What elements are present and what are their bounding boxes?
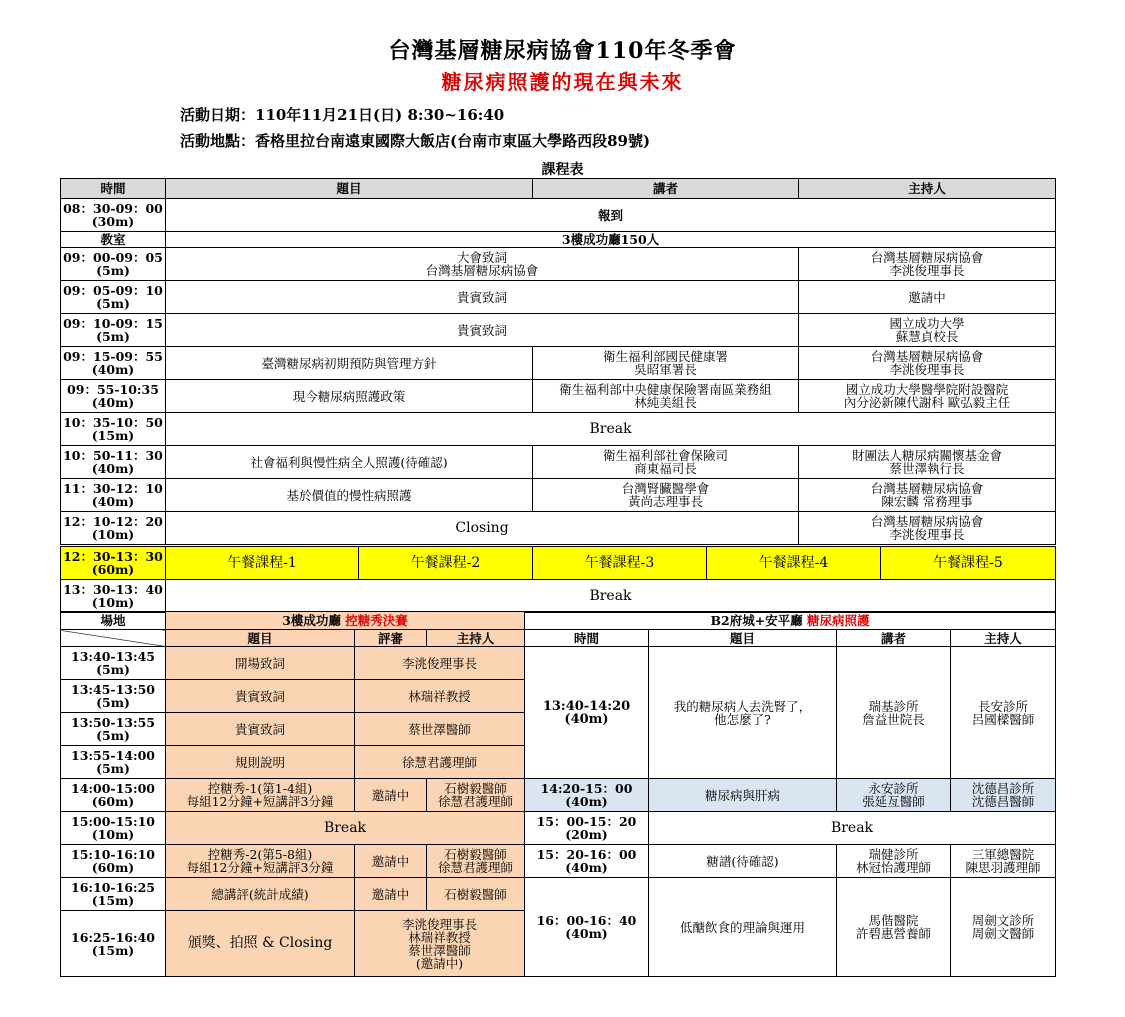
right-host: 長安診所 呂國樑醫師 [951,647,1056,779]
right-venue: B2府城+安平廳 糖尿病照護 [525,612,1056,630]
right-speaker: 馬偕醫院 許碧惠營養師 [837,878,951,977]
host-cell: 國立成功大學 蘇慧貞校長 [799,314,1056,347]
right-speaker: 瑞健診所 林冠怡護理師 [837,845,951,878]
table-row: 13:45-13:50 (5m) 貴賓致詞 林瑞祥教授 [61,680,1056,713]
host-cell: 台灣基層糖尿病協會 陳宏麟 常務理事 [799,479,1056,512]
col-speaker: 講者 [533,179,799,199]
table-row: 09：10-09：15 (5m) 貴賓致詞 國立成功大學 蘇慧貞校長 [61,314,1056,347]
lunch-time: 12：30-13：30 (60m) [61,547,166,580]
left-person: 李洮俊理事長 林瑞祥教授 蔡世澤醫師 (邀請中) [355,911,525,977]
time-cell: 08：30-09：00 (30m) [61,199,166,232]
right-topic: 糖尿病與肝病 [649,779,837,812]
right-host: 周劍文診所 周劍文醫師 [951,878,1056,977]
lunch-row [61,547,1056,580]
lunch-session-2: 午餐課程-2 [359,547,533,580]
morning-schedule-table [60,178,1056,545]
right-time: 15：20-16：00 (40m) [525,845,649,878]
left-topic: 頒獎、拍照 & Closing [166,911,355,977]
event-venue: 活動地點：香格里拉台南遠東國際大飯店(台南市東區大學路西段89號) [180,132,651,150]
room-value: 3樓成功廳150人 [166,232,1056,248]
col-left-host: 主持人 [427,630,525,647]
left-host: 石樹毅醫師 徐慧君護理師 [427,845,525,878]
left-topic: 貴賓致詞 [166,713,355,746]
venue-label: 場地 [61,612,166,630]
col-right-topic: 題目 [649,630,837,647]
lunch-session-5: 午餐課程-5 [881,547,1056,580]
topic-cell: 臺灣糖尿病初期預防與管理方針 [166,347,533,380]
col-time: 時間 [61,179,166,199]
left-judge: 邀請中 [355,779,427,812]
schedule-title: 課程表 [541,162,584,178]
left-person: 蔡世澤醫師 [355,713,525,746]
speaker-cell: 台灣腎臟醫學會 黃尚志理事長 [533,479,799,512]
col-right-speaker: 講者 [837,630,951,647]
topic-cell: 基於價值的慢性病照護 [166,479,533,512]
left-topic: 開場致詞 [166,647,355,680]
table-row: 09：55-10:35 (40m) 現今糖尿病照護政策 衛生福利部中央健康保險署南區業務組 林純美組長 國立成功大學醫學院附設醫院 內分泌新陳代謝科 歐弘毅主任 [61,380,1056,413]
table-row: 13:40-13:45 (5m) 開場致詞 李洮俊理事長 13:40-14:20 (40m) 我的糖尿病人去洗腎了， 他怎麼了? 瑞基診所 詹益世院長 長安診所 呂國樑醫師 [61,647,1056,680]
right-host: 三軍總醫院 陳思羽護理師 [951,845,1056,878]
speaker-cell: 衛生福利部中央健康保險署南區業務組 林純美組長 [533,380,799,413]
afternoon-schedule-table [60,611,1056,977]
topic-cell: 現今糖尿病照護政策 [166,380,533,413]
speaker-cell: 衛生福利部國民健康署 吳昭軍署長 [533,347,799,380]
table-row: 10：35-10：50 (15m) Break [61,413,1056,446]
host-cell: 國立成功大學醫學院附設醫院 內分泌新陳代謝科 歐弘毅主任 [799,380,1056,413]
lunch-session-1: 午餐課程-1 [166,547,359,580]
left-topic: 貴賓致詞 [166,680,355,713]
col-left-topic: 題目 [166,630,355,647]
left-judge: 邀請中 [355,845,427,878]
event-date: 活動日期：110年11月21日(日) 8:30~16:40 [180,106,505,124]
table-row: 09：00-09：05 (5m) 大會致詞 台灣基層糖尿病協會 台灣基層糖尿病協會 李洮俊理事長 [61,248,1056,281]
left-topic: 控糖秀-2(第5-8組) 每組12分鐘+短講評3分鐘 [166,845,355,878]
speaker-cell: 衛生福利部社會保險司 商東福司長 [533,446,799,479]
right-speaker: 永安診所 張延亙醫師 [837,779,951,812]
table-row: 16:25-16:40 (15m) 頒獎、拍照 & Closing 李洮俊理事長 林瑞祥教授 蔡世澤醫師 (邀請中) [61,911,1056,977]
closing-cell: Closing [166,512,799,545]
right-time: 13:40-14:20 (40m) [525,647,649,779]
right-topic: 我的糖尿病人去洗腎了， 他怎麼了? [649,647,837,779]
table-row: 13:55-14:00 (5m) 規則說明 徐慧君護理師 [61,746,1056,779]
right-speaker: 瑞基診所 詹益世院長 [837,647,951,779]
morning-header-row [61,179,1056,199]
left-topic: 控糖秀-1(第1-4組) 每組12分鐘+短講評3分鐘 [166,779,355,812]
host-cell: 邀請中 [799,281,1056,314]
break-cell: Break [649,812,1056,845]
lunch-session-3: 午餐課程-3 [533,547,707,580]
left-venue: 3樓成功廳 控糖秀決賽 [166,612,525,630]
host-cell: 台灣基層糖尿病協會 李洮俊理事長 [799,512,1056,545]
topic-cell: 大會致詞 台灣基層糖尿病協會 [166,248,799,281]
left-person: 李洮俊理事長 [355,647,525,680]
left-judge: 邀請中 [355,878,427,911]
checkin-row [61,199,1056,232]
col-right-time: 時間 [525,630,649,647]
col-host: 主持人 [799,179,1056,199]
lunch-table [60,546,1056,613]
left-person: 徐慧君護理師 [355,746,525,779]
table-row: 15:10-16:10 (60m) 控糖秀-2(第5-8組) 每組12分鐘+短講評3分鐘 邀請中 石樹毅醫師 徐慧君護理師 15：20-16：00 (40m) 糖譜(待確認) 瑞健診所 林冠怡護理師 三軍總醫院 陳思羽護理師 [61,845,1056,878]
table-row: 12：10-12：20 (10m) Closing 台灣基層糖尿病協會 李洮俊理事長 [61,512,1056,545]
col-right-host: 主持人 [951,630,1056,647]
table-row: 11：30-12：10 (40m) 基於價值的慢性病照護 台灣腎臟醫學會 黃尚志理事長 台灣基層糖尿病協會 陳宏麟 常務理事 [61,479,1056,512]
table-row: 09：05-09：10 (5m) 貴賓致詞 邀請中 [61,281,1056,314]
topic-cell: 貴賓致詞 [166,281,799,314]
host-cell: 台灣基層糖尿病協會 李洮俊理事長 [799,248,1056,281]
topic-cell: 社會福利與慢性病全人照護(待確認) [166,446,533,479]
right-topic: 糖譜(待確認) [649,845,837,878]
checkin-label: 報到 [166,199,1056,232]
left-topic: 規則說明 [166,746,355,779]
right-time: 14:20-15：00 (40m) [525,779,649,812]
table-row: 09：15-09：55 (40m) 臺灣糖尿病初期預防與管理方針 衛生福利部國民健康署 吳昭軍署長 台灣基層糖尿病協會 李洮俊理事長 [61,347,1056,380]
col-left-judge: 評審 [355,630,427,647]
left-host: 石樹毅醫師 [427,878,525,911]
right-time: 16：00-16：40 (40m) [525,878,649,977]
afternoon-header-row [61,630,1056,647]
left-person: 林瑞祥教授 [355,680,525,713]
table-row: 15:00-15:10 (10m) Break 15：00-15：20 (20m) Break [61,812,1056,845]
table-row: 10：50-11：30 (40m) 社會福利與慢性病全人照護(待確認) 衛生福利部社會保險司 商東福司長 財團法人糖尿病關懷基金會 蔡世澤執行長 [61,446,1056,479]
right-time: 15：00-15：20 (20m) [525,812,649,845]
col-topic: 題目 [166,179,533,199]
break-cell: Break [166,413,1056,446]
break-cell: Break [166,580,1056,613]
table-row: 13:50-13:55 (5m) 貴賓致詞 蔡世澤醫師 [61,713,1056,746]
venue-row [61,612,1056,630]
break-cell: Break [166,812,525,845]
host-cell: 財團法人糖尿病關懷基金會 蔡世澤執行長 [799,446,1056,479]
right-topic: 低醣飲食的理論與運用 [649,878,837,977]
left-host: 石樹毅醫師 徐慧君護理師 [427,779,525,812]
diagonal-cell [61,630,166,647]
topic-cell: 貴賓致詞 [166,314,799,347]
table-row: 16:10-16:25 (15m) 總講評(統計成績) 邀請中 石樹毅醫師 16：00-16：40 (40m) 低醣飲食的理論與運用 馬偕醫院 許碧惠營養師 周劍文診所 周劍文醫師 [61,878,1056,911]
lunch-session-4: 午餐課程-4 [707,547,881,580]
right-host: 沈德昌診所 沈德昌醫師 [951,779,1056,812]
break-row: 13：30-13：40 (10m) Break [61,580,1056,613]
table-row: 14:00-15:00 (60m) 控糖秀-1(第1-4組) 每組12分鐘+短講評3分鐘 邀請中 石樹毅醫師 徐慧君護理師 14:20-15：00 (40m) 糖尿病與肝病 永安診所 張延亙醫師 沈德昌診所 沈德昌醫師 [61,779,1056,812]
host-cell: 台灣基層糖尿病協會 李洮俊理事長 [799,347,1056,380]
event-subtitle: 糖尿病照護的現在與未來 [441,70,684,94]
event-title: 台灣基層糖尿病協會110年冬季會 [388,38,737,64]
room-row [61,232,1056,248]
left-topic: 總講評(統計成績) [166,878,355,911]
room-label: 教室 [61,232,166,248]
